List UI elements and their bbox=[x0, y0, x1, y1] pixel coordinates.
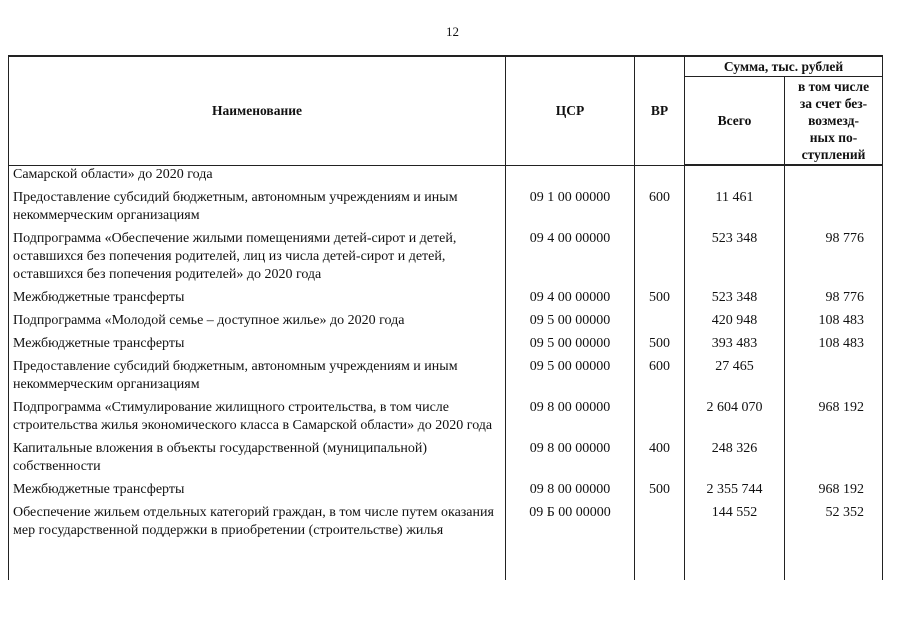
incl-cell: 98 776 bbox=[785, 225, 883, 284]
name-cell: Самарской области» до 2020 года bbox=[9, 165, 506, 184]
total-cell: 27 465 bbox=[685, 353, 785, 394]
table-row bbox=[9, 307, 883, 330]
incl-cell bbox=[785, 435, 883, 476]
budget-table bbox=[8, 55, 883, 580]
vr-cell bbox=[635, 225, 685, 284]
empty-cell bbox=[635, 540, 685, 580]
table-row bbox=[9, 330, 883, 353]
csr-cell: 09 4 00 00000 bbox=[506, 284, 635, 307]
name-cell: Межбюджетные трансферты bbox=[9, 476, 506, 499]
csr-cell bbox=[506, 165, 635, 184]
total-cell: 420 948 bbox=[685, 307, 785, 330]
incl-cell bbox=[785, 165, 883, 184]
total-cell: 2 355 744 bbox=[685, 476, 785, 499]
name-cell: Подпрограмма «Обеспечение жилыми помещениями детей-сирот и детей, оставшихся без попечения родителей, лиц из числа детей-сирот и детей, оставшихся без попечения родителей» до 2020 года bbox=[9, 225, 506, 284]
csr-cell: 09 5 00 00000 bbox=[506, 307, 635, 330]
csr-cell: 09 5 00 00000 bbox=[506, 330, 635, 353]
header-sum-group: Сумма, тыс. рублей bbox=[685, 56, 883, 77]
incl-cell: 968 192 bbox=[785, 476, 883, 499]
total-cell: 523 348 bbox=[685, 284, 785, 307]
empty-cell bbox=[9, 540, 506, 580]
csr-cell: 09 Б 00 00000 bbox=[506, 499, 635, 540]
header-incl-line: возмезд- bbox=[808, 113, 859, 128]
table-row bbox=[9, 284, 883, 307]
total-cell: 2 604 070 bbox=[685, 394, 785, 435]
header-incl-line: ных по- bbox=[809, 130, 858, 145]
total-cell: 523 348 bbox=[685, 225, 785, 284]
vr-cell: 400 bbox=[635, 435, 685, 476]
name-cell: Межбюджетные трансферты bbox=[9, 284, 506, 307]
incl-cell bbox=[785, 184, 883, 225]
csr-cell: 09 1 00 00000 bbox=[506, 184, 635, 225]
empty-cell bbox=[506, 540, 635, 580]
table-row bbox=[9, 184, 883, 225]
vr-cell: 600 bbox=[635, 184, 685, 225]
table-row bbox=[9, 394, 883, 435]
incl-cell: 968 192 bbox=[785, 394, 883, 435]
total-cell bbox=[685, 165, 785, 184]
incl-cell: 98 776 bbox=[785, 284, 883, 307]
name-cell: Капитальные вложения в объекты государственной (муниципальной) собственности bbox=[9, 435, 506, 476]
vr-cell: 600 bbox=[635, 353, 685, 394]
header-incl-line: ступлений bbox=[801, 147, 866, 162]
incl-cell: 108 483 bbox=[785, 307, 883, 330]
header-incl bbox=[785, 77, 883, 166]
header-total: Всего bbox=[685, 77, 785, 166]
empty-cell bbox=[785, 540, 883, 580]
csr-cell: 09 8 00 00000 bbox=[506, 394, 635, 435]
header-incl-line: в том числе bbox=[797, 79, 870, 94]
table-row bbox=[9, 435, 883, 476]
csr-cell: 09 5 00 00000 bbox=[506, 353, 635, 394]
name-cell: Обеспечение жильем отдельных категорий граждан, в том числе путем оказания мер государственной поддержки в приобретении (строительстве) жилья bbox=[9, 499, 506, 540]
incl-cell bbox=[785, 353, 883, 394]
header-name: Наименование bbox=[9, 56, 506, 165]
name-cell: Подпрограмма «Стимулирование жилищного строительства, в том числе строительства жилья экономического класса в Самарской области» до 2020 года bbox=[9, 394, 506, 435]
vr-cell: 500 bbox=[635, 284, 685, 307]
total-cell: 144 552 bbox=[685, 499, 785, 540]
vr-cell: 500 bbox=[635, 330, 685, 353]
total-cell: 248 326 bbox=[685, 435, 785, 476]
empty-cell bbox=[685, 540, 785, 580]
csr-cell: 09 4 00 00000 bbox=[506, 225, 635, 284]
header-incl-line: за счет без- bbox=[799, 96, 868, 111]
header-vr: ВР bbox=[635, 56, 685, 165]
table-row bbox=[9, 353, 883, 394]
incl-cell: 108 483 bbox=[785, 330, 883, 353]
vr-cell bbox=[635, 307, 685, 330]
csr-cell: 09 8 00 00000 bbox=[506, 476, 635, 499]
name-cell: Межбюджетные трансферты bbox=[9, 330, 506, 353]
page-number: 12 bbox=[446, 24, 459, 39]
name-cell: Подпрограмма «Молодой семье – доступное жилье» до 2020 года bbox=[9, 307, 506, 330]
name-cell: Предоставление субсидий бюджетным, автономным учреждениям и иным некоммерческим организациям bbox=[9, 184, 506, 225]
incl-cell: 52 352 bbox=[785, 499, 883, 540]
vr-cell bbox=[635, 499, 685, 540]
table-row bbox=[9, 225, 883, 284]
table-tail bbox=[9, 540, 883, 580]
vr-cell bbox=[635, 165, 685, 184]
header-csr: ЦСР bbox=[506, 56, 635, 165]
total-cell: 393 483 bbox=[685, 330, 785, 353]
table-row bbox=[9, 476, 883, 499]
csr-cell: 09 8 00 00000 bbox=[506, 435, 635, 476]
name-cell: Предоставление субсидий бюджетным, автономным учреждениям и иным некоммерческим организациям bbox=[9, 353, 506, 394]
vr-cell: 500 bbox=[635, 476, 685, 499]
table-row bbox=[9, 499, 883, 540]
table-row bbox=[9, 165, 883, 184]
total-cell: 11 461 bbox=[685, 184, 785, 225]
vr-cell bbox=[635, 394, 685, 435]
